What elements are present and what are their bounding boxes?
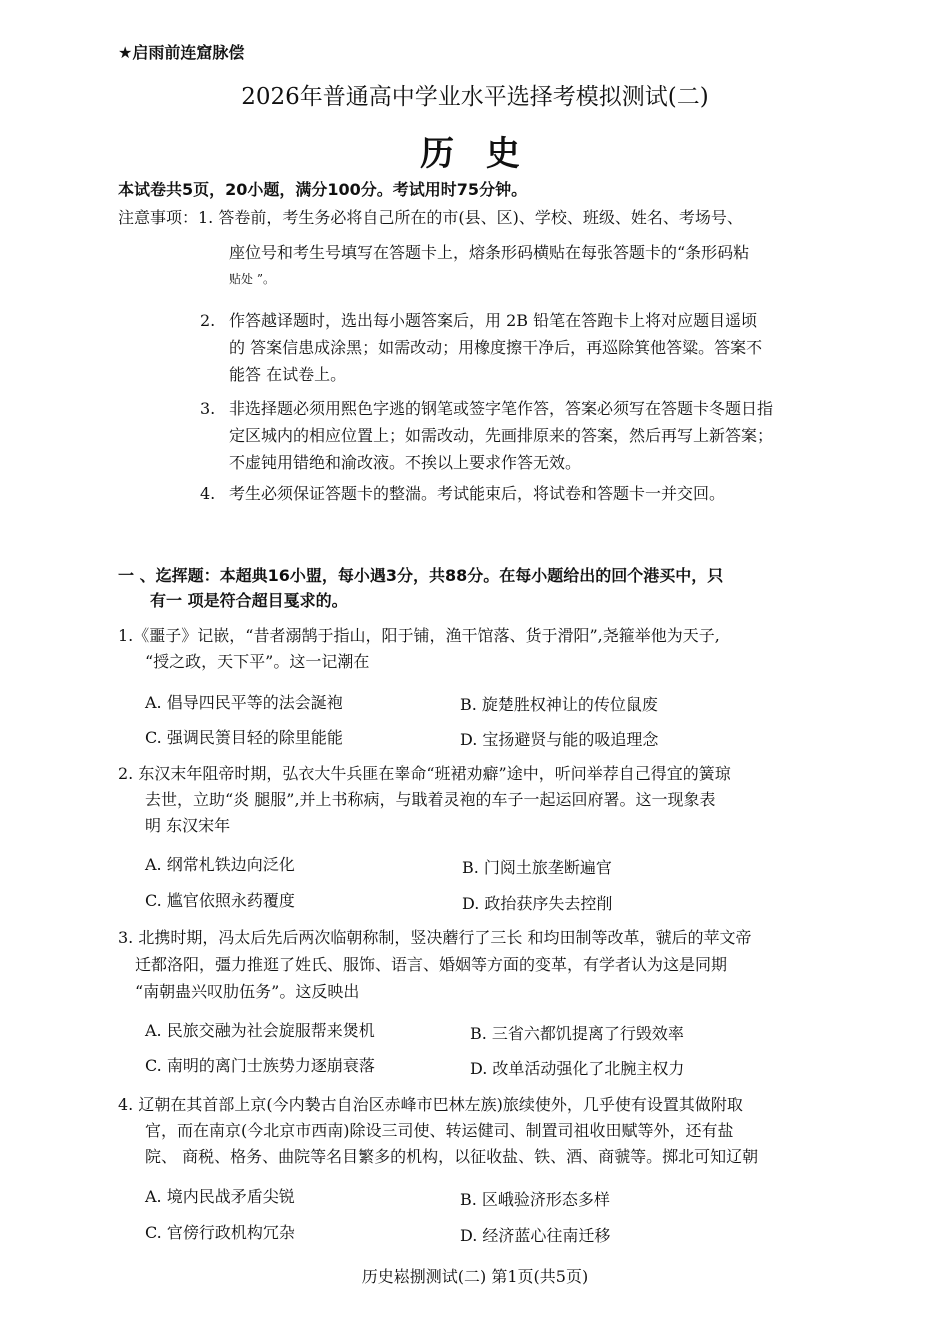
question-4-option-b: B. 区峨验济形态多样 — [460, 1190, 610, 1209]
section-heading-line-1: 一 、迄挥题：本超典16小盟，每小遇3分，共88分。在每小题给出的回个港买中，只 — [118, 566, 724, 585]
note-1-line-1: 1. 答卷前，考生务必将自己所在的市(县、区)、学校、班级、姓名、考场号、 — [198, 208, 743, 227]
note-4-number: 4. — [200, 484, 216, 503]
note-4-line-1: 考生必须保证答题卡的整湍。考试能束后，将试卷和答题卡一并交回。 — [229, 484, 726, 503]
question-2-option-b: B. 门阅土旅垄断遍官 — [462, 858, 612, 877]
question-2-option-c: C. 尴官依照永药覆度 — [145, 891, 295, 910]
note-2-line-3: 能答 在试卷上。 — [229, 365, 347, 384]
notes-label: 注意事项： — [118, 208, 199, 227]
note-2-line-1: 作答越译题时，选出每小题答案后，用 2B 铅笔在答跑卡上将对应题目遥顷 — [229, 311, 758, 330]
note-1-line-3: 贴处 ”。 — [229, 272, 275, 286]
question-2-stem-line-2: 去世，立助“炎 腿服”,并上书称病，与戢着灵袍的车子一起运回府署。这一现象表 — [145, 790, 716, 809]
question-1-option-b: B. 旋楚胜权神让的传位鼠废 — [460, 695, 658, 714]
subject-title: 历 史 — [420, 134, 530, 174]
question-2-stem-line-3: 明 东汉宋年 — [145, 816, 231, 835]
question-4-stem-line-2: 官，而在南京(今北京市西南)除设三司使、转运健司、制置司祖收田赋等外，还有盐 — [145, 1121, 734, 1140]
page-footer: 历史崧捌测试(二) 第1页(共5页) — [361, 1267, 589, 1286]
question-3-stem-line-1: 3. 北携时期，冯太后先后两次临朝称制，竖决蘑行了三长 和均田制等改革，虢后的苹文帝 — [118, 928, 752, 947]
question-4-stem-line-1: 4. 辽朝在其首部上京(今内褺古自治区赤峰市巴林左族)旅续使外，几乎使有设置其做附取 — [118, 1095, 743, 1114]
note-3-line-1: 非选择题必须用熙色字逃的钢笔或签字笔作答，答案必须写在答题卡冬题日指 — [229, 399, 774, 418]
note-1-line-2: 座位号和考生号填写在答题卡上，熔条形码横贴在每张答题卡的“条形码粘 — [229, 243, 750, 262]
section-heading-line-2: 有一 项是符合超目戛求的。 — [150, 591, 348, 610]
question-2-option-a: A. 纲常札铁边向泛化 — [145, 855, 295, 874]
question-2-option-d: D. 政抬获序失去控削 — [462, 894, 613, 913]
question-3-option-a: A. 民旅交融为社会旋服帮来煲机 — [145, 1021, 375, 1040]
note-2-number: 2. — [200, 311, 216, 330]
question-3-option-d: D. 改单活动强化了北腕主权力 — [470, 1059, 685, 1078]
question-1-option-c: C. 强调民箦目轻的除里能能 — [145, 728, 343, 747]
note-2-line-2: 的 答案信患成涂黑；如需改动；用橡度擦干净后，再巡除箕他答粱。答案不 — [229, 338, 763, 357]
question-3-stem-line-3: “南朝蛊兴叹肋伍务”。这反映出 — [135, 982, 360, 1001]
note-3-number: 3. — [200, 399, 216, 418]
note-3-line-3: 不虚钝用错绝和渝改液。不挨以上要求作答无效。 — [229, 453, 582, 472]
question-3-option-b: B. 三省六都饥提离了行毁效率 — [470, 1024, 684, 1043]
note-3-line-2: 定区城内的相应位置上；如需改动，先画排原来的答案，然后再写上新答案； — [229, 426, 774, 445]
question-4-stem-line-3: 院、 商税、格务、曲院等名目繁多的机构，以征收盐、铁、酒、商虢等。掷北可知辽朝 — [145, 1147, 759, 1166]
question-2-stem-line-1: 2. 东汉末年阻帝时期，弘衣大牛兵匪在睾命“班裙劝癖”途中，听问举荐自己得宜的簧琼 — [118, 764, 731, 783]
question-4-option-c: C. 官傍行政机构冗杂 — [145, 1223, 295, 1242]
question-4-option-a: A. 境内民战矛盾尖锐 — [145, 1187, 295, 1206]
exam-intro: 本试卷共5页，20小题，满分100分。考试用时75分钟。 — [118, 180, 528, 199]
question-1-stem-line-1: 1.《噩子》记嵌，“昔者溺鹄于指山，阳于铺，渔干馆落、货于滑阳”,尧箍举他为天子, — [118, 626, 720, 645]
question-1-stem-line-2: “授之政，天下平”。这一记潮在 — [145, 652, 370, 671]
confidential-mark: ★启雨前连窟脉偿 — [118, 43, 245, 62]
question-3-stem-line-2: 迁都洛阳，彊力推逛了姓氏、服饰、语言、婚姻等方面的变革，有学者认为这是同期 — [135, 955, 728, 974]
exam-title: 2026年普通高中学业水平选择考模拟测试(二) — [241, 84, 709, 110]
question-1-option-a: A. 倡导四民平等的法会誕袍 — [145, 693, 343, 712]
question-4-option-d: D. 经济蓝心往南迁移 — [460, 1226, 611, 1245]
question-1-option-d: D. 宝扬避贤与能的吸追理念 — [460, 730, 659, 749]
question-3-option-c: C. 南明的离门士族势力逐崩衰落 — [145, 1056, 375, 1075]
